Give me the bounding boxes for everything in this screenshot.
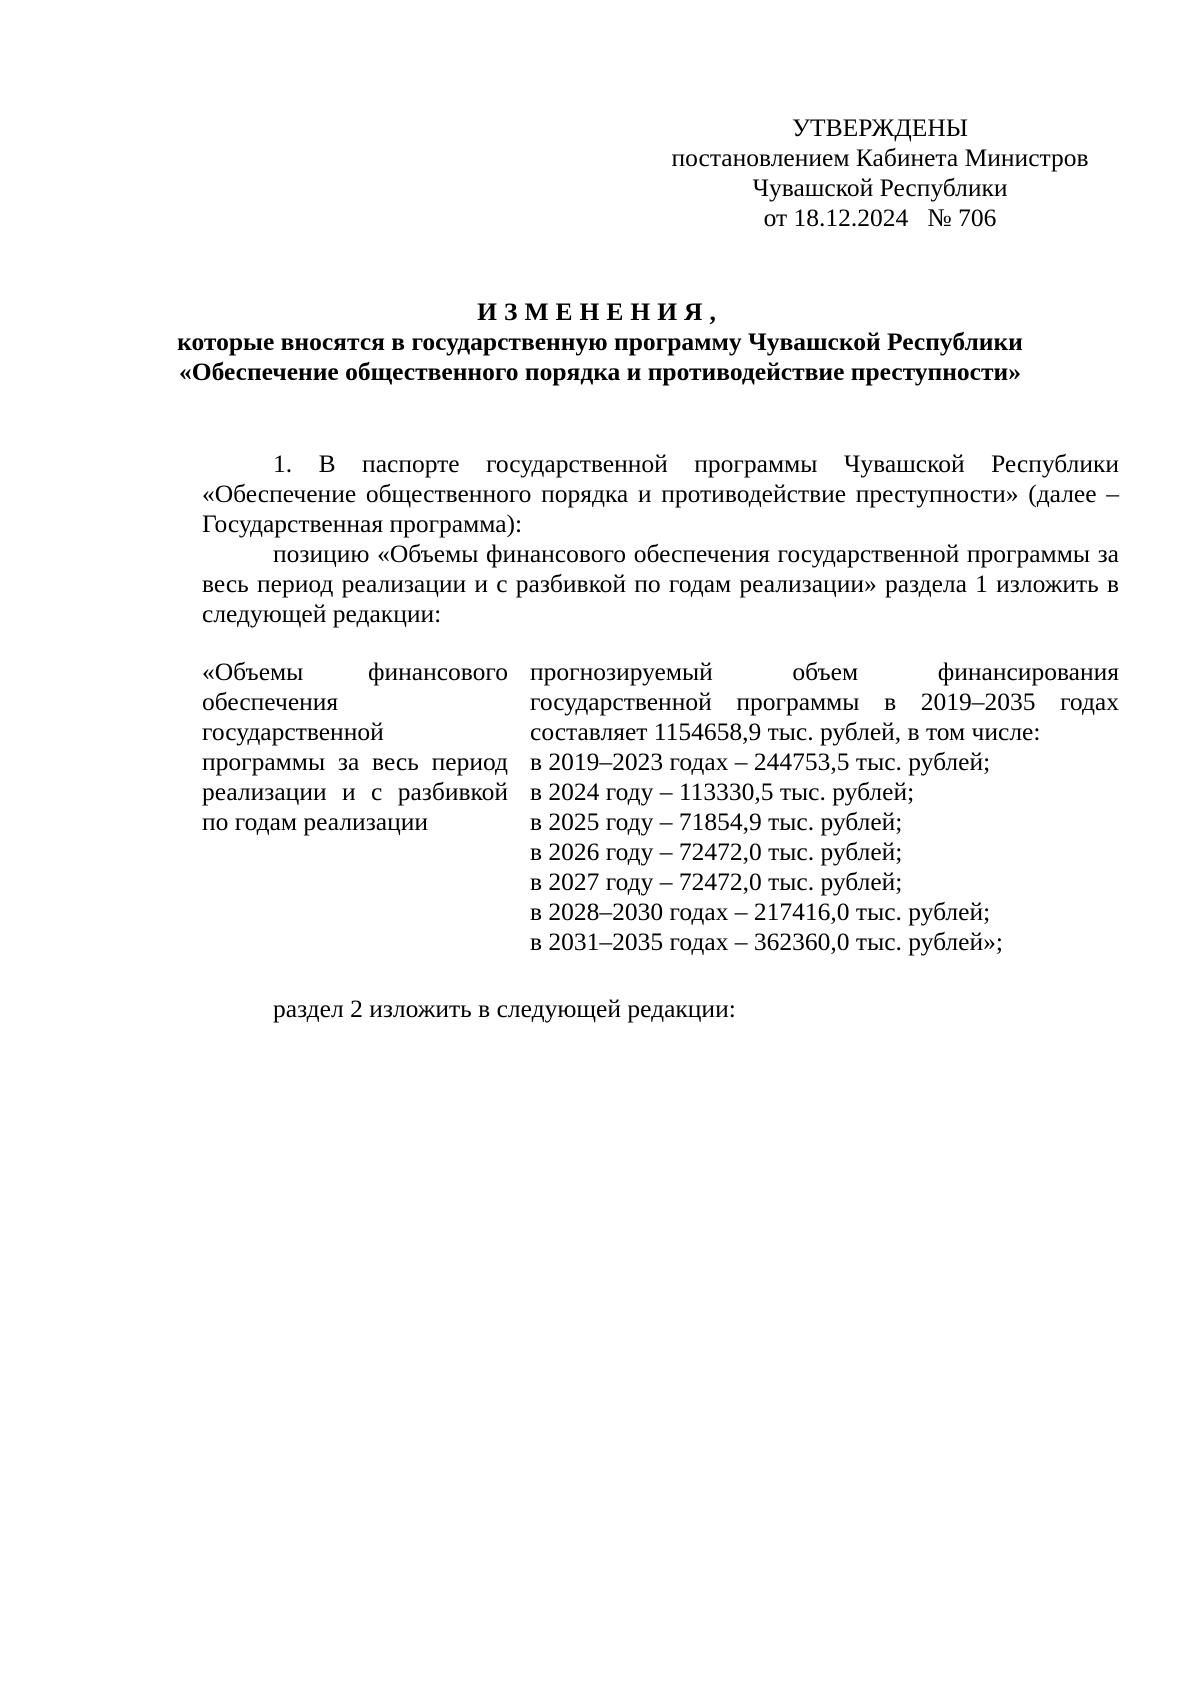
funding-total: прогнозируемый объем финансирования государственной программы в 2019–2035 годах составляет 1154658,9 тыс. рублей, в том числе: [530, 657, 1119, 746]
paragraph-passport: 1. В паспорте государственной программы Чувашской Республики «Обеспечение общественного порядка и противодействие преступности» (далее – Государственная программа): [202, 449, 1119, 538]
funding-table-values [530, 657, 1119, 957]
funding-item: в 2028–2030 годах – 217416,0 тыс. рублей; [530, 897, 991, 926]
title-heading: ИЗМЕНЕНИЯ, [477, 297, 723, 326]
approval-republic: Чувашской Республики [752, 173, 1008, 202]
funding-item: в 2026 году – 72472,0 тыс. рублей; [530, 837, 903, 866]
paragraph-section2: раздел 2 изложить в следующей редакции: [273, 994, 736, 1023]
approval-block [640, 113, 1120, 233]
approval-title: УТВЕРЖДЕНЫ [792, 113, 968, 142]
funding-item: в 2027 году – 72472,0 тыс. рублей; [530, 867, 903, 896]
funding-item: в 2019–2023 годах – 244753,5 тыс. рублей; [530, 747, 991, 776]
approval-date-number: от 18.12.2024 № 706 [763, 203, 997, 232]
funding-item: в 2024 году – 113330,5 тыс. рублей; [530, 777, 915, 806]
funding-item: в 2025 году – 71854,9 тыс. рублей; [530, 807, 903, 836]
approval-decree: постановлением Кабинета Министров [671, 143, 1089, 172]
paragraph-position: позицию «Объемы финансового обеспечения государственной программы за весь период реализации и с разбивкой по годам реализации» раздела 1 изложить в следующей редакции: [202, 539, 1119, 628]
title-subtitle: которые вносятся в государственную программу Чувашской Республики [177, 327, 1023, 356]
title-program-name: «Обеспечение общественного порядка и противодействие преступности» [179, 357, 1021, 386]
funding-item: в 2031–2035 годах – 362360,0 тыс. рублей»; [530, 927, 1003, 956]
funding-table-label: «Объемы финансового обеспечения государственной программы за весь период реализации и с разбивкой по годам реализации [202, 657, 508, 836]
document-title [150, 297, 1050, 387]
